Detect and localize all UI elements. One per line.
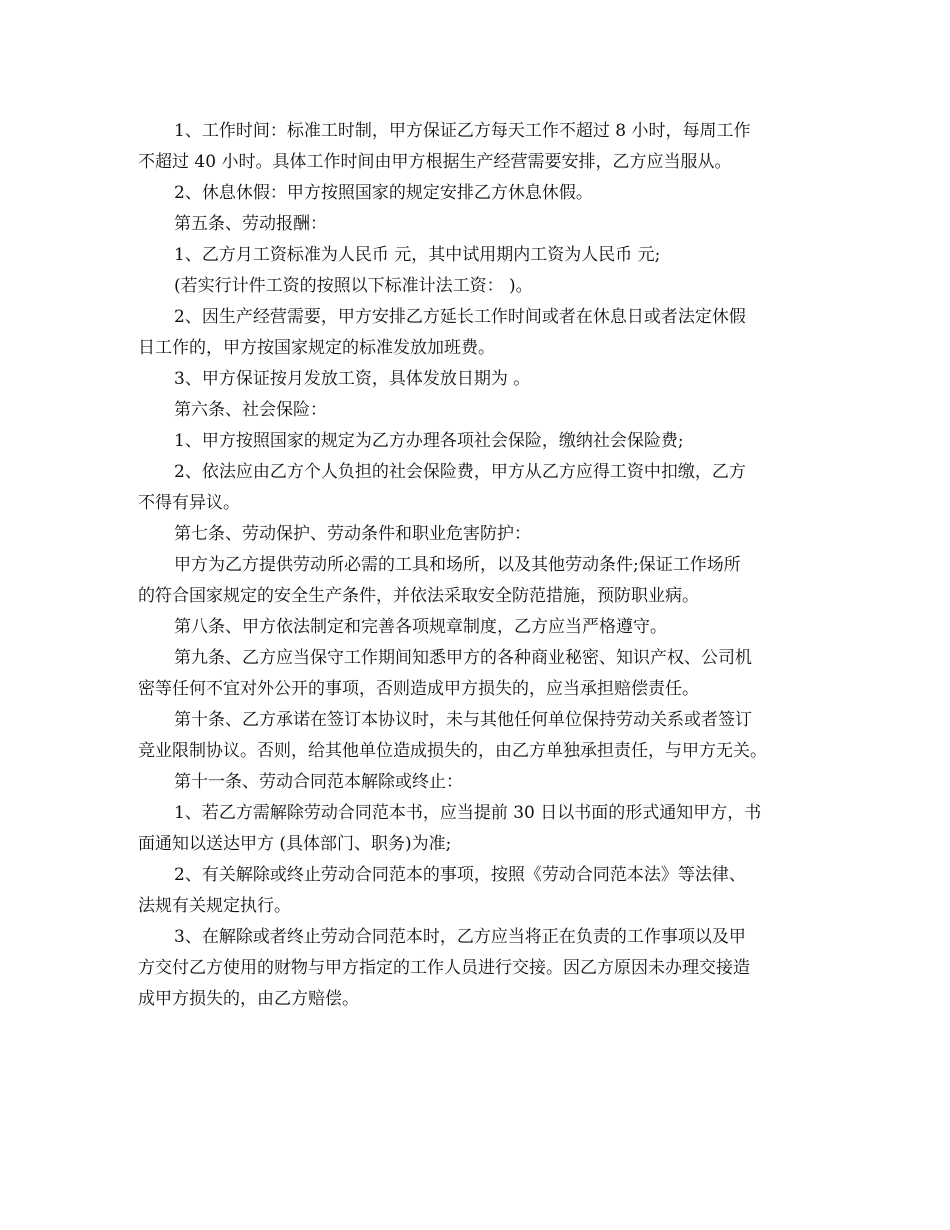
text-line: 成甲方损失的，由乙方赔偿。 [138,989,359,1009]
text-line: 的符合国家规定的安全生产条件，并依法采取安全防范措施，预防职业病。 [138,586,699,606]
text-line: 第五条、劳动报酬： [174,214,327,234]
text-line: 3、甲方保证按月发放工资，具体发放日期为 。 [174,369,531,389]
text-line: 2、依法应由乙方个人负担的社会保险费，甲方从乙方应得工资中扣缴，乙方 [174,462,746,482]
text-line: 2、有关解除或终止劳动合同范本的事项，按照《劳动合同范本法》等法律、 [174,865,746,885]
text-line: 法规有关规定执行。 [138,896,291,916]
text-line: 第六条、社会保险： [174,400,327,420]
text-line: 2、休息休假：甲方按照国家的规定安排乙方休息休假。 [174,183,593,203]
text-line: 甲方为乙方提供劳动所必需的工具和场所，以及其他劳动条件;保证工作场所 [174,555,741,575]
text-line: 1、若乙方需解除劳动合同范本书，应当提前 30 日以书面的形式通知甲方，书 [174,803,762,823]
text-line: (若实行计件工资的按照以下标准计法工资： )。 [174,276,533,296]
text-line: 第九条、乙方应当保守工作期间知悉甲方的各种商业秘密、知识产权、公司机 [174,648,752,668]
text-line: 1、乙方月工资标准为人民币 元，其中试用期内工资为人民币 元; [174,245,661,265]
text-line: 不得有异议。 [138,493,240,513]
text-line: 2、因生产经营需要，甲方安排乙方延长工作时间或者在休息日或者法定休假 [174,307,746,327]
text-line: 1、甲方按照国家的规定为乙方办理各项社会保险，缴纳社会保险费; [174,431,684,451]
text-line: 第十条、乙方承诺在签订本协议时，未与其他任何单位保持劳动关系或者签订 [174,710,752,730]
text-line: 方交付乙方使用的财物与甲方指定的工作人员进行交接。因乙方原因未办理交接造 [138,958,750,978]
text-line: 面通知以送达甲方 (具体部门、职务)为准; [138,834,452,854]
text-line: 日工作的，甲方按国家规定的标准发放加班费。 [138,338,495,358]
text-line: 3、在解除或者终止劳动合同范本时，乙方应当将正在负责的工作事项以及甲 [174,927,746,947]
text-line: 第七条、劳动保护、劳动条件和职业危害防护： [174,524,531,544]
text-line: 密等任何不宜对外公开的事项，否则造成甲方损失的，应当承担赔偿责任。 [138,679,699,699]
text-line: 竞业限制协议。否则，给其他单位造成损失的，由乙方单独承担责任，与甲方无关。 [138,741,767,761]
text-line: 不超过 40 小时。具体工作时间由甲方根据生产经营需要安排，乙方应当服从。 [138,152,732,172]
text-line: 1、工作时间：标准工时制，甲方保证乙方每天工作不超过 8 小时，每周工作 [174,121,751,141]
document-body [138,116,828,1015]
text-line: 第十一条、劳动合同范本解除或终止： [174,772,463,792]
text-line: 第八条、甲方依法制定和完善各项规章制度，乙方应当严格遵守。 [174,617,667,637]
